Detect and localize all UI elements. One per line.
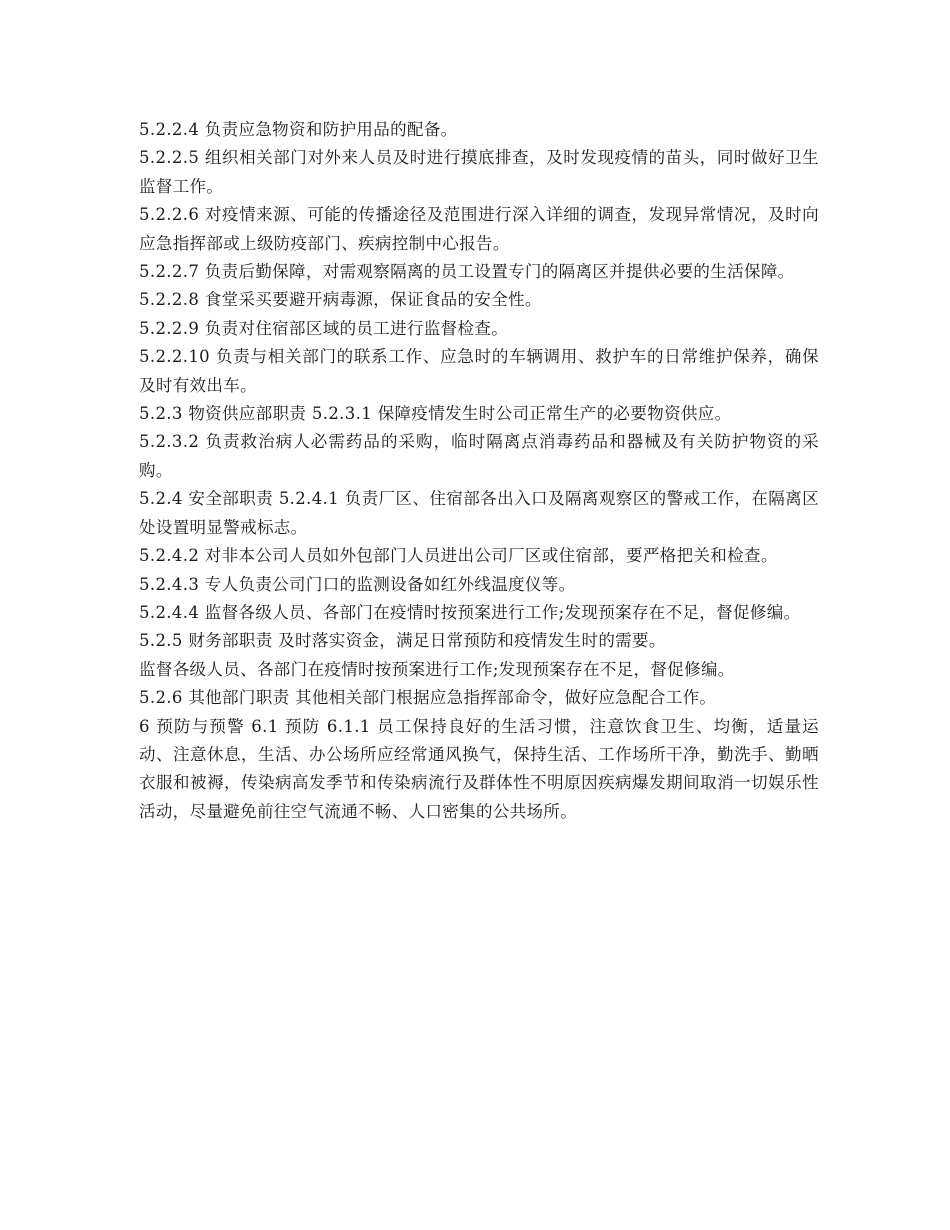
paragraph-5-2-2-8: 5.2.2.8 食堂采买要避开病毒源，保证食品的安全性。 xyxy=(139,290,542,310)
paragraph-5-2-4-3: 5.2.4.3 专人负责公司门口的监测设备如红外线温度仪等。 xyxy=(139,574,576,594)
paragraph-5-2-4-4: 5.2.4.4 监督各级人员、各部门在疫情时按预案进行工作;发现预案存在不足，督促修编。 xyxy=(139,602,801,622)
paragraph-5-2-3-2: 5.2.3.2 负责救治病人必需药品的采购，临时隔离点消毒药品和器械及有关防护物资的采购。 xyxy=(139,432,819,480)
paragraph-5-2-4-2: 5.2.4.2 对非本公司人员如外包部门人员进出公司厂区或住宿部，要严格把关和检查。 xyxy=(139,546,778,566)
paragraph-5-2-2-6: 5.2.2.6 对疫情来源、可能的传播途径及范围进行深入详细的调查，发现异常情况，及时向应急指挥部或上级防疫部门、疾病控制中心报告。 xyxy=(139,205,819,253)
paragraph-5-2-3: 5.2.3 物资供应部职责 5.2.3.1 保障疫情发生时公司正常生产的必要物资供应。 xyxy=(139,404,732,424)
paragraph-5-2-2-5: 5.2.2.5 组织相关部门对外来人员及时进行摸底排查，及时发现疫情的苗头，同时做好卫生监督工作。 xyxy=(139,148,819,196)
paragraph-supervision: 监督各级人员、各部门在疫情时按预案进行工作;发现预案存在不足，督促修编。 xyxy=(139,659,735,679)
paragraph-5-2-2-4: 5.2.2.4 负责应急物资和防护用品的配备。 xyxy=(139,120,458,139)
paragraph-5-2-4: 5.2.4 安全部职责 5.2.4.1 负责厂区、住宿部各出入口及隔离观察区的警戒工作，在隔离区处设置明显警戒标志。 xyxy=(139,489,819,537)
paragraph-5-2-6: 5.2.6 其他部门职责 其他相关部门根据应急指挥部命令，做好应急配合工作。 xyxy=(139,688,717,708)
paragraph-5-2-2-7: 5.2.2.7 负责后勤保障，对需观察隔离的员工设置专门的隔离区并提供必要的生活保障。 xyxy=(139,262,795,282)
paragraph-6-prevention: 6 预防与预警 6.1 预防 6.1.1 员工保持良好的生活习惯，注意饮食卫生、均衡，适量运动、注意休息，生活、办公场所应经常通风换气，保持生活、工作场所干净，勤洗手、勤晒衣服和被褥，传染病高发季节和传染病流行及群体性不明原因疾病爆发期间取消一切娱乐性活动，尽量避免前往空气流通不畅、人口密集的公共场所。 xyxy=(139,716,819,821)
paragraph-5-2-2-9: 5.2.2.9 负责对住宿部区域的员工进行监督检查。 xyxy=(139,318,509,338)
document-body xyxy=(139,116,819,826)
paragraph-5-2-5: 5.2.5 财务部职责 及时落实资金，满足日常预防和疫情发生时的需要。 xyxy=(139,631,666,651)
paragraph-5-2-2-10: 5.2.2.10 负责与相关部门的联系工作、应急时的车辆调用、救护车的日常维护保养，确保及时有效出车。 xyxy=(139,347,819,395)
